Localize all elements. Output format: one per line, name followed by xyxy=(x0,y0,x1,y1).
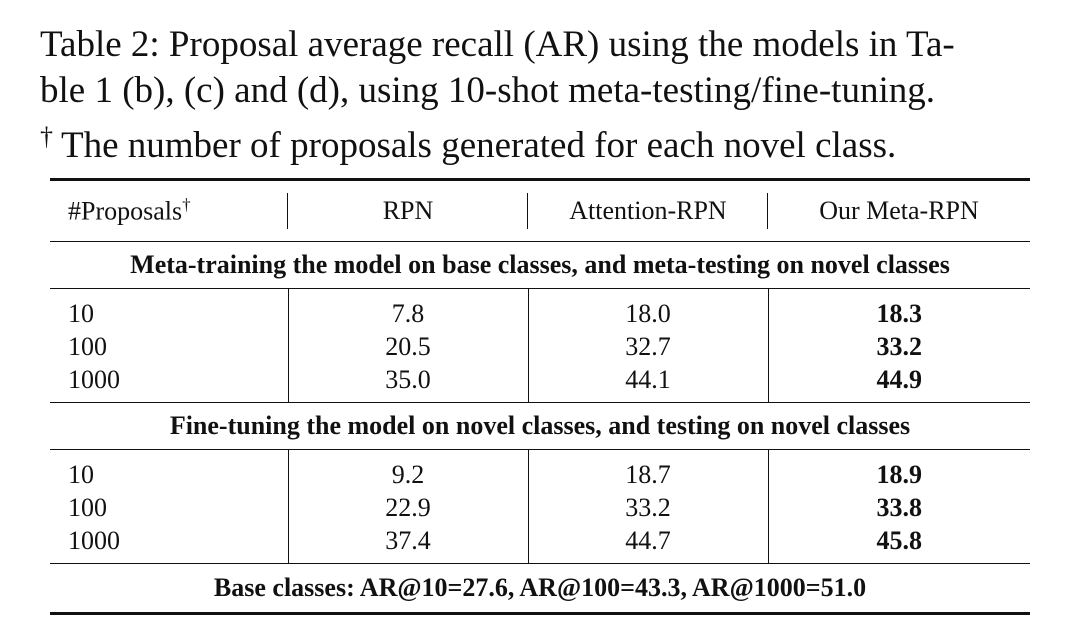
cell-rpn: 37.4 xyxy=(288,524,528,564)
cell-attention-rpn: 32.7 xyxy=(528,330,768,363)
cell-attention-rpn: 33.2 xyxy=(528,491,768,524)
section-1-title: Meta-training the model on base classes, and meta-testing on novel classes xyxy=(50,242,1030,289)
table-caption xyxy=(40,22,1050,169)
cell-meta-rpn: 33.2 xyxy=(876,331,922,361)
dagger-mark: † xyxy=(40,122,53,151)
cell-proposals: 100 xyxy=(50,491,288,524)
caption-line-2: ble 1 (b), (c) and (d), using 10-shot meta-testing/fine-tuning. xyxy=(40,70,935,111)
cell-proposals: 1000 xyxy=(50,363,288,403)
table-row xyxy=(50,450,1030,492)
table-row xyxy=(50,363,1030,403)
cell-rpn: 35.0 xyxy=(288,363,528,403)
section-title-row xyxy=(50,242,1030,289)
table-row xyxy=(50,289,1030,331)
cell-attention-rpn: 18.0 xyxy=(528,289,768,331)
header-meta-rpn: Our Meta-RPN xyxy=(768,180,1030,242)
cell-rpn: 7.8 xyxy=(288,289,528,331)
caption-line-3 xyxy=(40,114,1050,169)
header-attention-rpn: Attention-RPN xyxy=(528,180,768,242)
cell-meta-rpn: 44.9 xyxy=(876,364,922,394)
cell-proposals: 10 xyxy=(50,289,288,331)
cell-rpn: 22.9 xyxy=(288,491,528,524)
cell-rpn: 9.2 xyxy=(288,450,528,492)
section-title-row xyxy=(50,403,1030,450)
cell-proposals: 1000 xyxy=(50,524,288,564)
cell-attention-rpn: 44.1 xyxy=(528,363,768,403)
table-footer-row xyxy=(50,564,1030,614)
cell-meta-rpn: 18.9 xyxy=(768,450,1030,492)
header-proposals: #Proposals† xyxy=(50,180,288,242)
table-row xyxy=(50,491,1030,524)
cell-proposals: 100 xyxy=(50,330,288,363)
caption-line-3-text: The number of proposals generated for each novel class. xyxy=(61,125,897,166)
cell-attention-rpn: 18.7 xyxy=(528,450,768,492)
results-table xyxy=(50,178,1030,615)
header-rpn: RPN xyxy=(288,180,528,242)
cell-rpn: 20.5 xyxy=(288,330,528,363)
cell-meta-rpn: 45.8 xyxy=(876,525,922,555)
section-2-title: Fine-tuning the model on novel classes, and testing on novel classes xyxy=(50,403,1030,450)
header-dagger: † xyxy=(182,195,191,215)
table-row xyxy=(50,330,1030,363)
cell-meta-rpn: 33.8 xyxy=(876,492,922,522)
table-header-row xyxy=(50,180,1030,242)
table-row xyxy=(50,524,1030,564)
base-classes-summary: Base classes: AR@10=27.6, AR@100=43.3, AR@1000=51.0 xyxy=(50,564,1030,614)
cell-meta-rpn: 18.3 xyxy=(768,289,1030,331)
cell-proposals: 10 xyxy=(50,450,288,492)
caption-line-1: Table 2: Proposal average recall (AR) using the models in Ta- xyxy=(40,24,955,65)
cell-attention-rpn: 44.7 xyxy=(528,524,768,564)
